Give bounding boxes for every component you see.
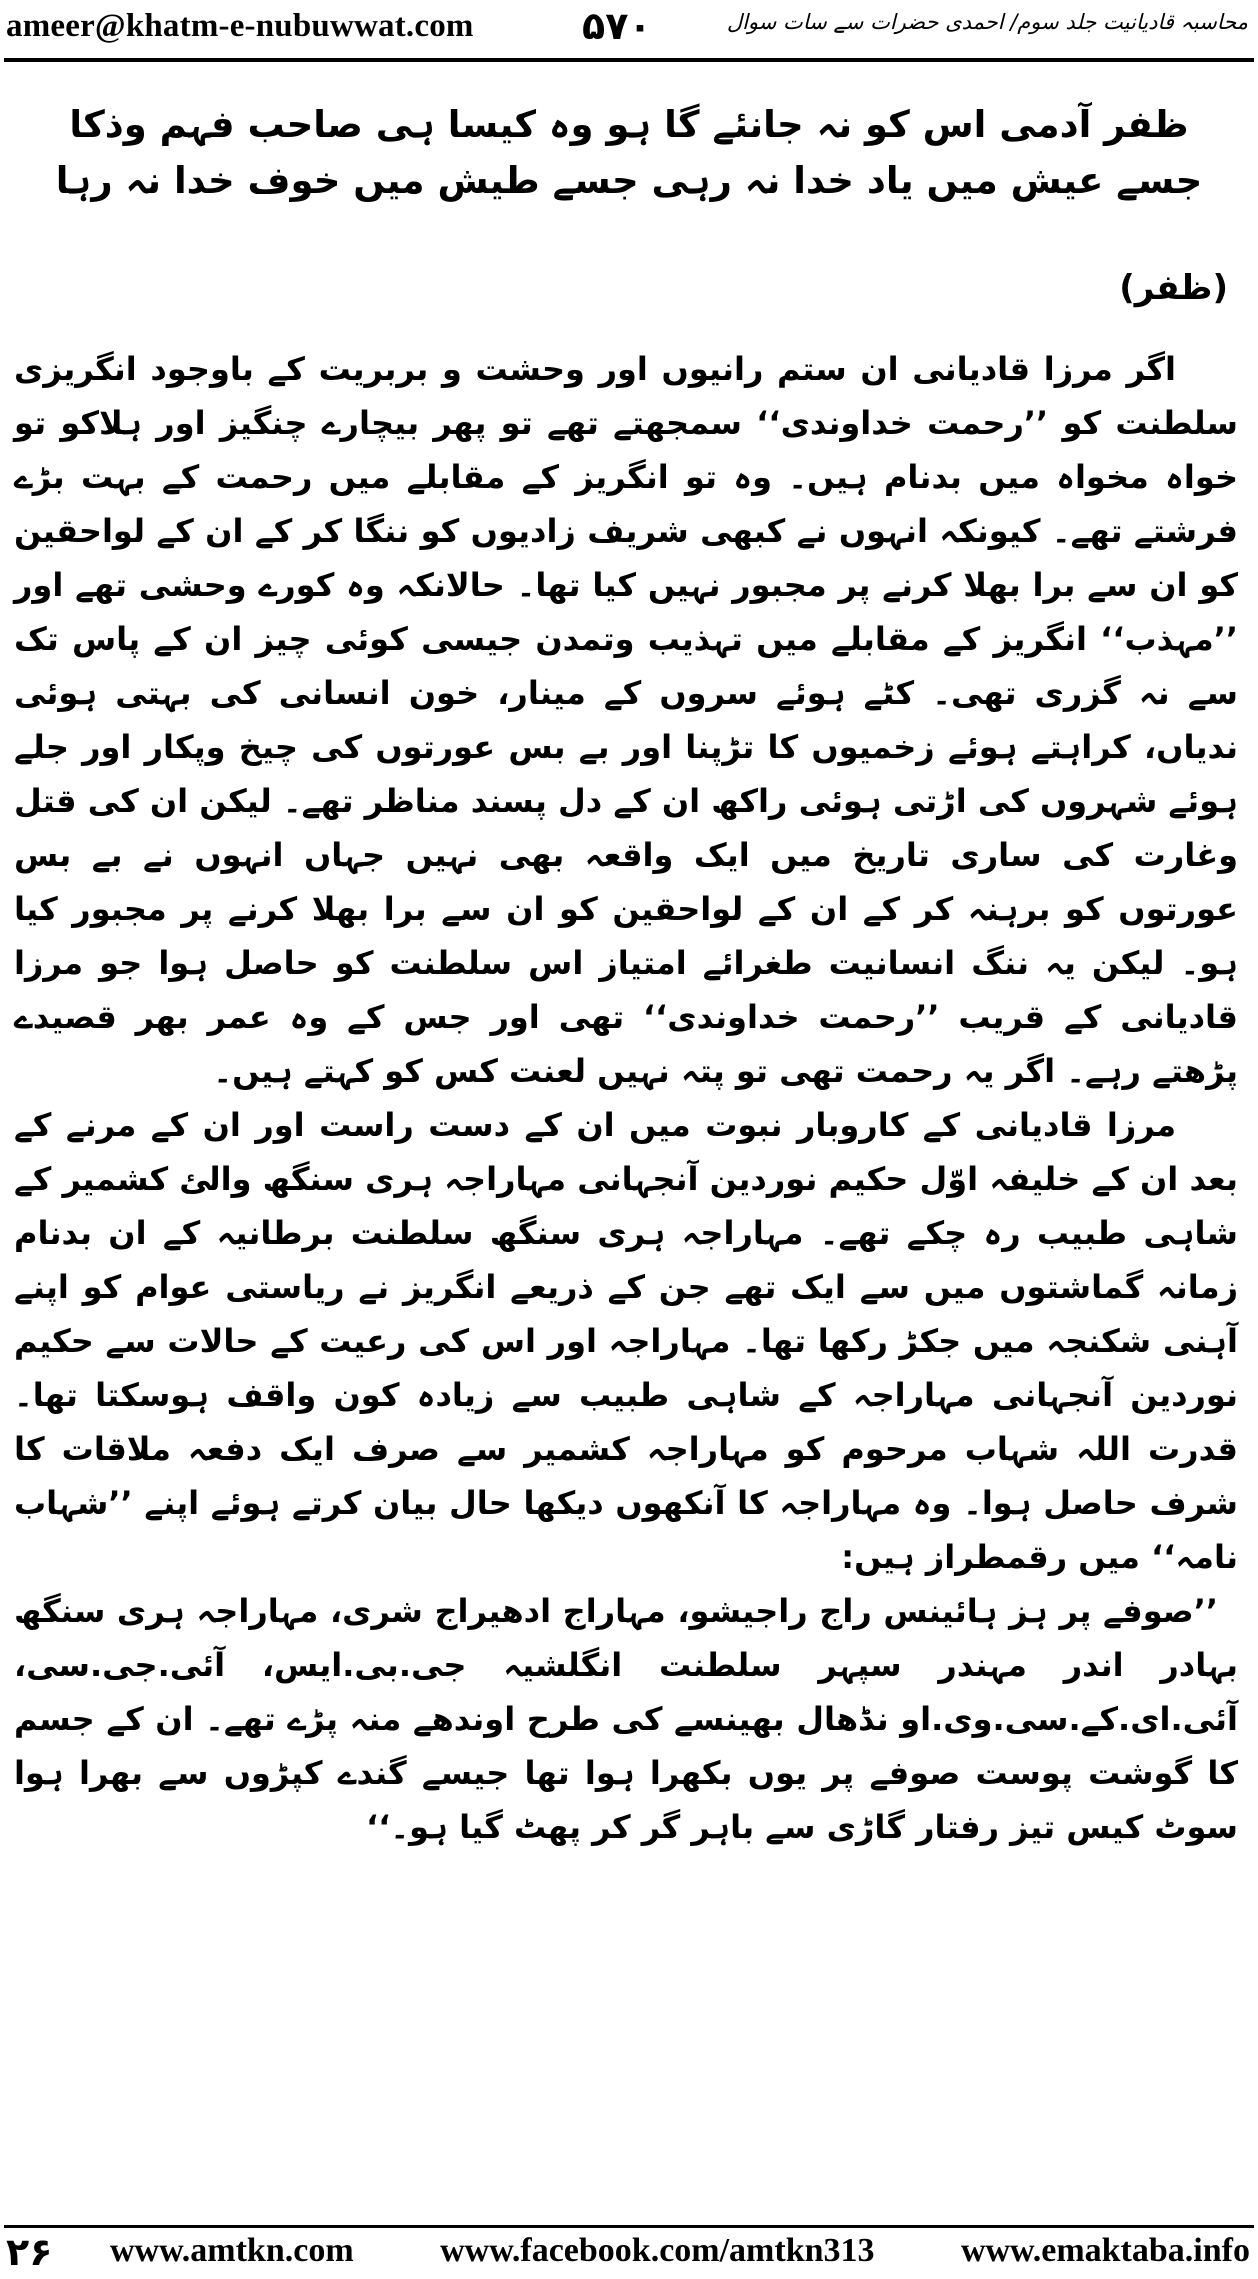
page-header	[0, 0, 1258, 60]
footer-link-amtkn[interactable]: www.amtkn.com	[110, 2232, 354, 2269]
paragraph-1: اگر مرزا قادیانی ان ستم رانیوں اور وحشت و بربریت کے باوجود انگریزی سلطنت کو ’’رحمت خداوندی‘‘ سمجھتے تھے تو پھر بیچارے چنگیز اور ہلاکو تو خواہ مخواہ میں بدنام ہیں۔ وہ تو انگریز کے مقابلے میں رحمت کے بہت بڑے فرشتے تھے۔ کیونکہ انہوں نے کبھی شریف زادیوں کو ننگا کر کے ان کے لواحقین کو ان سے برا بھلا کرنے پر مجبور نہیں کیا تھا۔ حالانکہ وہ کورے وحشی تھے اور ’’مہذب‘‘ انگریز کے مقابلے میں تہذیب وتمدن جیسی کوئی چیز ان کے پاس تک سے نہ گزری تھی۔ کٹے ہوئے سروں کے مینار، خون انسانی کی بہتی ہوئی ندیاں، کراہتے ہوئے زخمیوں کا تڑپنا اور بے بس عورتوں کی چیخ وپکار اور جلے ہوئے شہروں کی اڑتی ہوئی راکھ ان کے دل پسند مناظر تھے۔ لیکن ان کی قتل وغارت کی ساری تاریخ میں ایک واقعہ بھی نہیں جہاں انہوں نے بے بس عورتوں کو برہنہ کر کے ان کے لواحقین کو ان سے برا بھلا کرنے پر مجبور کیا ہو۔ لیکن یہ ننگ انسانیت طغرائے امتیاز اس سلطنت کو حاصل ہوا جو مرزا قادیانی کے قریب ’’رحمت خداوندی‘‘ تھی اور جس کے وہ عمر بھر قصیدے پڑھتے رہے۔ اگر یہ رحمت تھی تو پتہ نہیں لعنت کس کو کہتے ہیں۔	[14, 350, 1239, 1090]
footer-link-facebook[interactable]: www.facebook.com/amtkn313	[440, 2232, 875, 2269]
article-body	[14, 342, 1238, 1854]
footer-links	[110, 2232, 1250, 2270]
block-quote: ’’صوفے پر ہز ہائینس راج راجیشو، مہاراج ادھیراج شری، مہاراجہ ہری سنگھ بہادر اندر مہندر سپہر سلطنت انگلشیہ جی.بی.ایس، آئی.جی.سی، آئی.ای.کے.سی.وی.او نڈھال بھینسے کی طرح اوندھے منہ پڑے تھے۔ ان کے جسم کا گوشت پوست صوفے پر یوں بکھرا ہوا تھا جیسے گندے کپڑوں سے بھرا ہوا سوٹ کیس تیز رفتار گاڑی سے باہر گر کر پھٹ گیا ہو۔‘‘	[14, 1592, 1238, 1846]
poem-line-2: جسے عیش میں یاد خدا نہ رہی جسے طیش میں خوف خدا نہ رہا	[55, 159, 1203, 202]
header-divider	[4, 58, 1254, 62]
header-email[interactable]: ameer@khatm-e-nubuwwat.com	[6, 8, 474, 44]
poem-line-1: ظفر آدمی اس کو نہ جانئے گا ہو وہ کیسا ہی صاحب فہم وذکا	[69, 103, 1189, 146]
footer-sheet-number: ۲۶	[6, 2230, 53, 2274]
header-page-number: ۵۷۰	[582, 4, 652, 48]
paragraph-2: مرزا قادیانی کے کاروبار نبوت میں ان کے دست راست اور ان کے مرنے کے بعد ان کے خلیفہ اوّل حکیم نوردین آنجہانی مہاراجہ ہری سنگھ والئ کشمیر کے شاہی طبیب رہ چکے تھے۔ مہاراجہ ہری سنگھ سلطنت برطانیہ کے ان بدنام زمانہ گماشتوں میں سے ایک تھے جن کے ذریعے انگریز نے ریاستی عوام کو اپنے آہنی شکنجہ میں جکڑ رکھا تھا۔ مہاراجہ اور اس کی رعیت کے حالات سے حکیم نوردین آنجہانی مہاراجہ کے شاہی طبیب سے زیادہ کون واقف ہوسکتا تھا۔ قدرت اللہ شہاب مرحوم کو مہاراجہ کشمیر سے صرف ایک دفعہ ملاقات کا شرف حاصل ہوا۔ وہ مہاراجہ کا آنکھوں دیکھا حال بیان کرتے ہوئے اپنے ’’شہاب نامہ‘‘ میں رقمطراز ہیں:	[14, 1106, 1238, 1576]
header-book-title: محاسبہ قادیانیت جلد سوم/ احمدی حضرات سے سات سوال	[726, 10, 1248, 34]
poem-attribution: (ظفر)	[1119, 268, 1228, 308]
footer-link-emaktaba[interactable]: www.emaktaba.info	[960, 2232, 1250, 2269]
footer-divider	[4, 2225, 1254, 2228]
poem-couplet	[0, 100, 1258, 212]
